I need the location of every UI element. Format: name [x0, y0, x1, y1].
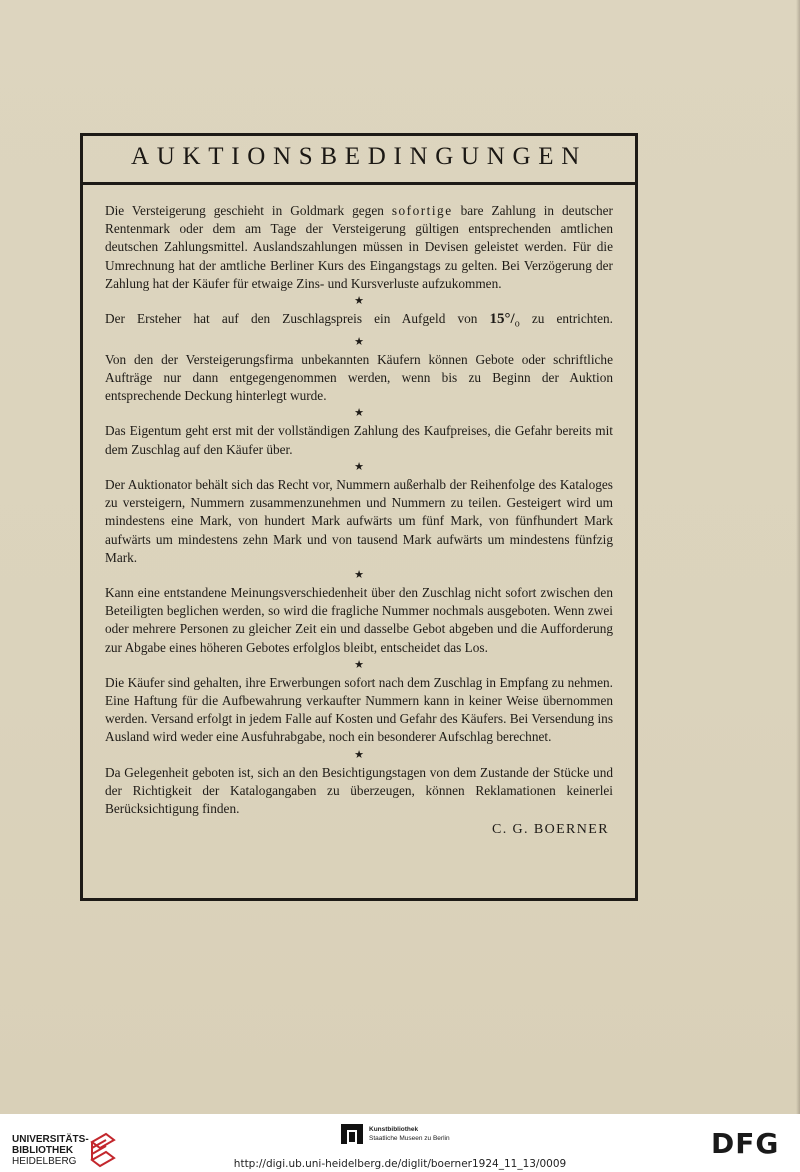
- kb-logo-line1: Kunstbibliothek: [369, 1126, 419, 1133]
- premium-percent: 15°/: [489, 311, 515, 328]
- paragraph-disputes: Kann eine entstandene Meinungsverschiedenheit über den Zuschlag nicht sofort zwischen den Beteiligten beglichen werden, so wird die fragliche Nummer nochmals ausgeboten. Wenn zwei oder mehrere Personen zu gleicher Zeit ein und dasselbe Gebot abgeben und die Aufforderung zur Abgabe eines höheren Gebotes erfolglos bleibt, entscheidet das Los.: [105, 584, 613, 655]
- paragraph-payment-text-a: Die Versteigerung geschieht in Goldmark gegen: [105, 203, 392, 218]
- ub-logo-line3: HEIDELBERG: [12, 1156, 77, 1167]
- ub-logo-line1: UNIVERSITÄTS-: [12, 1134, 89, 1145]
- heading-box: [83, 136, 635, 185]
- signature: C. G. BOERNER: [492, 822, 609, 838]
- paragraph-unknown-buyers: Von den der Versteigerungsfirma unbekannten Käufern können Gebote oder schriftliche Aufträge nur dann entgegengenommen werden, wenn bis zu Beginn der Auktion entsprechende Deckung hinterlegt wurde.: [105, 351, 613, 404]
- star-divider: ★: [354, 748, 364, 761]
- star-divider: ★: [354, 658, 364, 671]
- kb-logo-line2: Staatliche Museen zu Berlin: [369, 1135, 450, 1142]
- paragraph-premium: [105, 310, 613, 334]
- permalink-url[interactable]: http://digi.ub.uni-heidelberg.de/diglit/boerner1924_11_13/0009: [233, 1158, 567, 1170]
- star-divider: ★: [354, 568, 364, 581]
- star-divider: ★: [354, 335, 364, 348]
- kunstbibliothek-logo[interactable]: [341, 1124, 491, 1156]
- emphasis-sofortige: sofortige: [391, 203, 453, 218]
- kunstbibliothek-text: [369, 1125, 450, 1143]
- ub-logo-line2: BIBLIOTHEK: [12, 1145, 74, 1156]
- star-divider: ★: [354, 407, 364, 420]
- paragraph-auctioneer-rights: Der Auktionator behält sich das Recht vor, Nummern außerhalb der Reihenfolge des Kataloges zu versteigern, Nummern zusammenzunehmen und Nummern zu teilen. Gesteigert wird um mindestens eine Mark, von hundert Mark aufwärts um fünf Mark, von fünfhundert Mark aufwärts um mindestens zehn Mark und von tausend Mark aufwärts um mindestens fünfzig Mark.: [105, 476, 613, 565]
- paragraph-collection: Die Käufer sind gehalten, ihre Erwerbungen sofort nach dem Zuschlag in Empfang zu nehmen. Eine Haftung für die Aufbewahrung verkaufter Nummern kann in keiner Weise übernommen werden. Versand erfolgt in jedem Falle auf Kosten und Gefahr des Käufers. Bei Versendung ins Ausland wird weder eine Ausfuhrabgabe, noch ein besonderer Aufschlag berechnet.: [105, 674, 613, 745]
- paragraph-ownership: Das Eigentum geht erst mit der vollständigen Zahlung des Kaufpreises, die Gefahr bereits mit dem Zuschlag auf den Käufer über.: [105, 423, 613, 457]
- conditions-frame: [80, 133, 638, 901]
- star-divider: ★: [354, 460, 364, 473]
- paragraph-complaints: Da Gelegenheit geboten ist, sich an den Besichtigungstagen von dem Zustande der Stücke und der Richtigkeit der Katalogangaben zu überzeugen, können Reklamationen keinerlei Berücksichtigung finden.: [105, 764, 613, 816]
- kunstbibliothek-emblem-icon: [341, 1124, 363, 1150]
- paragraph-premium-text-a: Der Ersteher hat auf den Zuschlagspreis ein Aufgeld von: [105, 311, 490, 327]
- page-title: AUKTIONSBEDINGUNGEN: [131, 143, 587, 170]
- page-edge-shadow: [796, 0, 800, 1114]
- paragraph-payment: [105, 202, 613, 293]
- dfg-logo[interactable]: [711, 1128, 791, 1156]
- premium-percent-sub: o: [514, 318, 520, 330]
- dfg-logo-text: DFG: [711, 1128, 780, 1156]
- star-divider: ★: [354, 295, 364, 308]
- conditions-text: [105, 202, 613, 839]
- footer-bar: [0, 1114, 800, 1172]
- paragraph-premium-text-b: zu entrichten.: [519, 311, 613, 327]
- paragraph-payment-text-b: bare Zahlung in deutscher Rentenmark oder dem am Tage der Versteigerung gültigen entsprechenden amtlichen deutschen Zahlungsmittel. Auslandszahlungen müssen in Devisen geleistet werden. Für die Umrechnung hat der amtliche Berliner Kurs des Eingangstags zu gelten. Bei Verzögerung der Zahlung hat der Käufer für etwaige Zins- und Kursverluste aufzukommen.: [105, 203, 613, 291]
